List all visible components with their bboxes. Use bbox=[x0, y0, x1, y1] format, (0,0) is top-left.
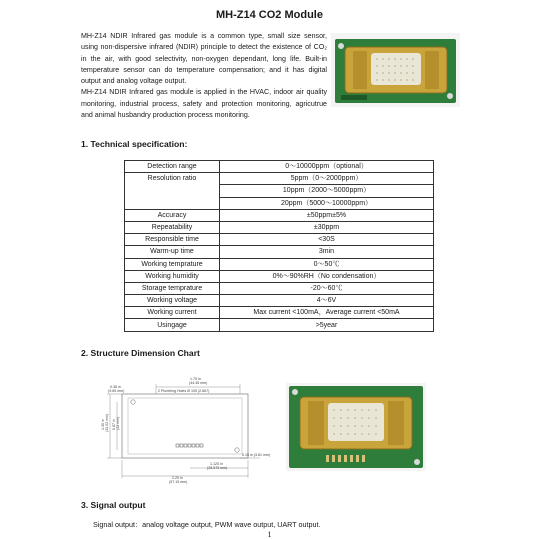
spec-label: Repeatability bbox=[125, 221, 220, 233]
spec-value: 3min bbox=[220, 246, 434, 258]
table-row bbox=[125, 221, 434, 233]
intro-text bbox=[81, 31, 327, 121]
table-row bbox=[125, 246, 434, 258]
spec-value: 20ppm（5000～10000ppm） bbox=[220, 197, 434, 209]
dim-mid-mm: (28.575 mm) bbox=[207, 466, 228, 470]
spec-label: Working voltage bbox=[125, 295, 220, 307]
sensor-photo-top bbox=[331, 33, 460, 107]
table-row bbox=[125, 161, 434, 173]
spec-value: >5year bbox=[220, 319, 434, 331]
sensor-photo-bottom bbox=[286, 383, 426, 471]
dim-holes: 2 Plumbing Holes Ø 105 (2.667) bbox=[158, 389, 210, 393]
dim-bottom-in: 2.25 in bbox=[172, 476, 183, 480]
table-row bbox=[125, 270, 434, 282]
dim-left-in: 0.38 in bbox=[110, 385, 121, 389]
spec-value: -20～60℃ bbox=[220, 282, 434, 294]
spec-label: Storage temprature bbox=[125, 282, 220, 294]
table-row bbox=[125, 282, 434, 294]
spec-value: 5ppm（0～2000ppm） bbox=[220, 173, 434, 185]
table-row bbox=[125, 307, 434, 319]
spec-table bbox=[124, 160, 434, 332]
section-heading-signal: 3. Signal output bbox=[81, 500, 146, 510]
table-row bbox=[125, 258, 434, 270]
dimension-drawing bbox=[100, 372, 272, 484]
intro-paragraph-2: MH-Z14 NDIR Infrared gas module is applied in the HVAC, indoor air quality monitoring, industrial process, safety and protection monitoring, agricutrue and animal husbandry production process monitoring. bbox=[81, 88, 327, 120]
spec-label: Working temprature bbox=[125, 258, 220, 270]
spec-value: ±30ppm bbox=[220, 221, 434, 233]
spec-value: <30S bbox=[220, 234, 434, 246]
dim-bottom-mm: (57.15 mm) bbox=[169, 480, 188, 484]
dim-left-mm: (9.65 mm) bbox=[108, 389, 125, 393]
section-heading-structure: 2. Structure Dimension Chart bbox=[81, 348, 200, 358]
dim-height-mm: (33.02 mm) bbox=[105, 413, 109, 432]
spec-label: Usingage bbox=[125, 319, 220, 331]
page-number: 1 bbox=[267, 530, 272, 539]
spec-value: 0～10000ppm（optional） bbox=[220, 161, 434, 173]
table-row bbox=[125, 209, 434, 221]
dim-inner-in: 0.87 in bbox=[112, 419, 116, 430]
section-heading-spec: 1. Technical specification: bbox=[81, 139, 188, 149]
signal-output-text: Signal output：analog voltage output, PWM wave output, UART output. bbox=[93, 520, 321, 529]
dim-mid-in: 1.125 in bbox=[210, 462, 223, 466]
dim-top-in: 1.75 in bbox=[190, 377, 201, 381]
spec-value: 0%～90%RH（No condensation） bbox=[220, 270, 434, 282]
spec-value: 10ppm（2000～5000ppm） bbox=[220, 185, 434, 197]
table-row bbox=[125, 173, 434, 185]
spec-label: Working humidity bbox=[125, 270, 220, 282]
spec-value: 0～50℃ bbox=[220, 258, 434, 270]
spec-label: Working current bbox=[125, 307, 220, 319]
dim-height-in: 1.30 in bbox=[101, 419, 105, 430]
table-row bbox=[125, 234, 434, 246]
spec-label: Responsible time bbox=[125, 234, 220, 246]
table-row bbox=[125, 295, 434, 307]
spec-value: ±50ppm±5% bbox=[220, 209, 434, 221]
dim-top-mm: (44.45 mm) bbox=[189, 381, 208, 385]
intro-paragraph-1: MH-Z14 NDIR Infrared gas module is a common type, small size sensor, using non-dispersive infrared (NDIR) principle to detect the existence of CO₂ in the air, with good selectivity, non-oxygen dependant, long life. Built-in temperature sensor can do temperature compensation; and it has digital output and analog voltage output. bbox=[81, 32, 327, 86]
spec-label: Resolution ratio bbox=[125, 173, 220, 210]
dim-small-right: 0.15 in (3.81 mm) bbox=[242, 453, 271, 457]
spec-value: 4～6V bbox=[220, 295, 434, 307]
spec-label: Accuracy bbox=[125, 209, 220, 221]
table-row bbox=[125, 319, 434, 331]
spec-label: Detection range bbox=[125, 161, 220, 173]
page-title: MH-Z14 CO2 Module bbox=[216, 9, 323, 21]
dim-inner-mm: (22 mm) bbox=[116, 416, 120, 430]
spec-value: Max current <100mA，Average current <50mA bbox=[220, 307, 434, 319]
spec-label: Warm-up time bbox=[125, 246, 220, 258]
